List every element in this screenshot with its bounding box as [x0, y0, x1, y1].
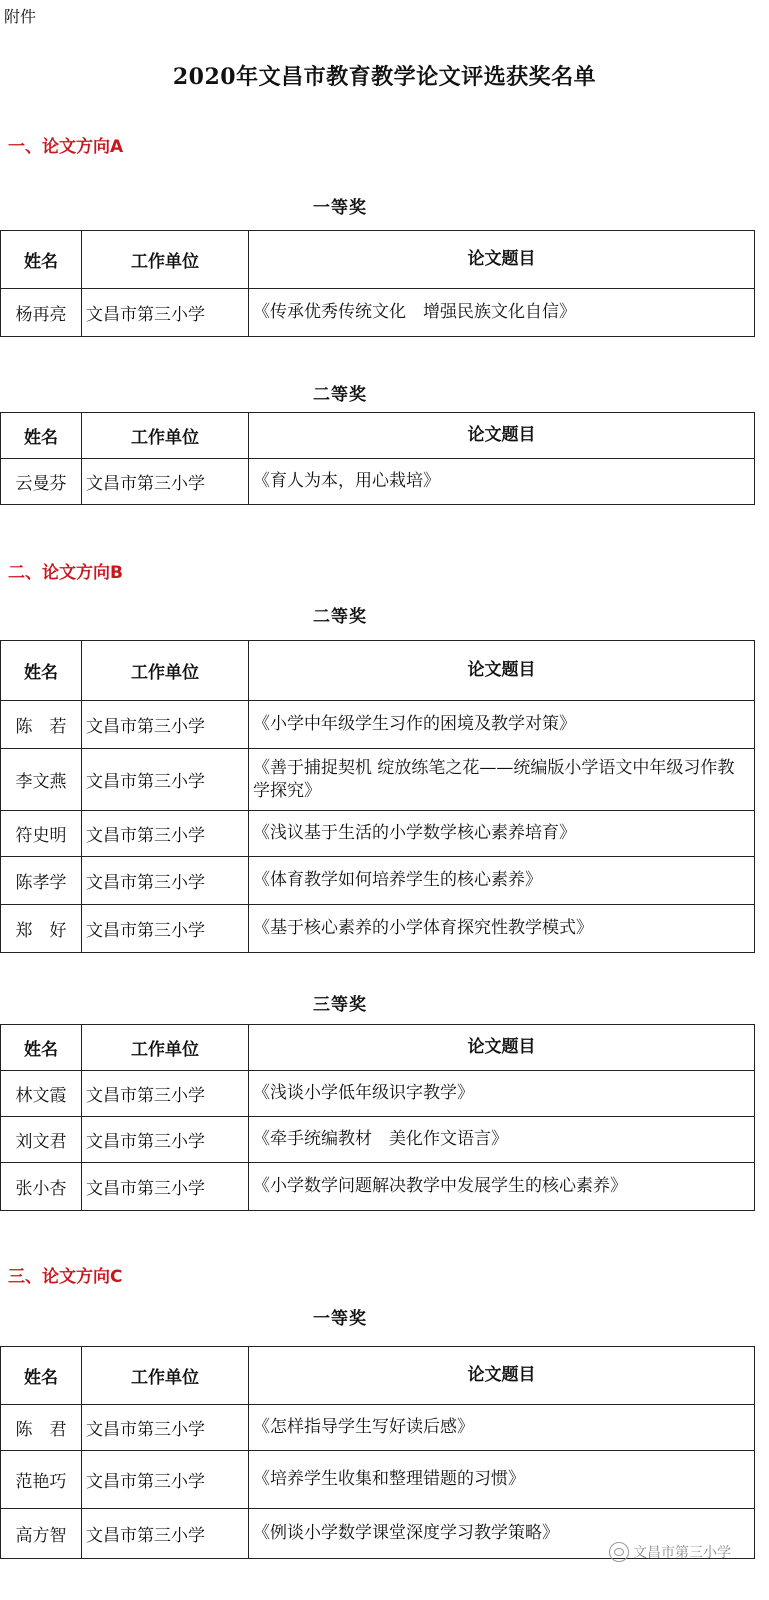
award-table: [0, 412, 755, 505]
table-header-row: [1, 413, 755, 459]
attachment-label: 附件: [4, 7, 37, 26]
header-unit: 工作单位: [82, 641, 249, 701]
winner-unit: 文昌市第三小学: [82, 811, 249, 857]
winner-name: 李文燕: [1, 749, 82, 811]
table-header-row: [1, 231, 755, 289]
table-row: [1, 1405, 755, 1451]
winner-name: 刘文君: [1, 1117, 82, 1163]
paper-title: 《传承优秀传统文化 增强民族文化自信》: [249, 289, 755, 337]
paper-title: 《怎样指导学生写好读后感》: [249, 1405, 755, 1451]
winner-name: 郑 好: [1, 905, 82, 953]
award-table: [0, 1346, 755, 1559]
header-name: 姓名: [1, 231, 82, 289]
header-unit: 工作单位: [82, 1025, 249, 1071]
table-row: [1, 749, 755, 811]
paper-title: 《牵手统编教材 美化作文语言》: [249, 1117, 755, 1163]
paper-title: 《基于核心素养的小学体育探究性教学模式》: [249, 905, 755, 953]
winner-unit: 文昌市第三小学: [82, 749, 249, 811]
table-row: [1, 459, 755, 505]
paper-title: 《浅议基于生活的小学数学核心素养培育》: [249, 811, 755, 857]
award-heading: 三等奖: [313, 995, 367, 1015]
winner-name: 林文霞: [1, 1071, 82, 1117]
header-name: 姓名: [1, 641, 82, 701]
winner-unit: 文昌市第三小学: [82, 1451, 249, 1509]
winner-unit: 文昌市第三小学: [82, 1509, 249, 1559]
header-name: 姓名: [1, 1025, 82, 1071]
header-name: 姓名: [1, 413, 82, 459]
table-row: [1, 1071, 755, 1117]
header-unit: 工作单位: [82, 413, 249, 459]
section-heading-b: 二、论文方向B: [8, 563, 123, 583]
header-unit: 工作单位: [82, 231, 249, 289]
table-row: [1, 1117, 755, 1163]
paper-title: 《小学中年级学生习作的困境及教学对策》: [249, 701, 755, 749]
table-row: [1, 811, 755, 857]
paper-title: 《体育教学如何培养学生的核心素养》: [249, 857, 755, 905]
table-row: [1, 857, 755, 905]
table-header-row: [1, 641, 755, 701]
header-topic: 论文题目: [249, 413, 755, 459]
award-table: [0, 1024, 755, 1211]
winner-name: 杨再亮: [1, 289, 82, 337]
winner-name: 陈 若: [1, 701, 82, 749]
table-row: [1, 701, 755, 749]
award-heading: 二等奖: [313, 385, 367, 405]
table-header-row: [1, 1347, 755, 1405]
table-row: [1, 289, 755, 337]
winner-unit: 文昌市第三小学: [82, 905, 249, 953]
section-heading-a: 一、论文方向A: [8, 137, 124, 157]
table-header-row: [1, 1025, 755, 1071]
header-topic: 论文题目: [249, 641, 755, 701]
document-title: 2020年文昌市教育教学论文评选获奖名单: [172, 64, 597, 90]
watermark-text: 文昌市第三小学: [633, 1545, 731, 1561]
section-heading-c: 三、论文方向C: [8, 1267, 123, 1287]
winner-name: 云曼芬: [1, 459, 82, 505]
award-heading: 一等奖: [313, 198, 367, 218]
header-unit: 工作单位: [82, 1347, 249, 1405]
winner-name: 符史明: [1, 811, 82, 857]
watermark: [609, 1542, 731, 1562]
winner-unit: 文昌市第三小学: [82, 1163, 249, 1211]
winner-unit: 文昌市第三小学: [82, 289, 249, 337]
paper-title: 《培养学生收集和整理错题的习惯》: [249, 1451, 755, 1509]
winner-name: 范艳巧: [1, 1451, 82, 1509]
paper-title: 《育人为本，用心栽培》: [249, 459, 755, 505]
award-heading: 二等奖: [313, 607, 367, 627]
winner-unit: 文昌市第三小学: [82, 1405, 249, 1451]
header-name: 姓名: [1, 1347, 82, 1405]
award-table: [0, 230, 755, 337]
header-topic: 论文题目: [249, 1347, 755, 1405]
paper-title: 《例谈小学数学课堂深度学习教学策略》: [249, 1509, 755, 1559]
award-table: [0, 640, 755, 953]
winner-unit: 文昌市第三小学: [82, 1071, 249, 1117]
winner-unit: 文昌市第三小学: [82, 1117, 249, 1163]
winner-name: 陈 君: [1, 1405, 82, 1451]
paper-title: 《善于捕捉契机 绽放练笔之花——统编版小学语文中年级习作教学探究》: [249, 749, 755, 811]
winner-name: 陈孝学: [1, 857, 82, 905]
table-row: [1, 1163, 755, 1211]
winner-unit: 文昌市第三小学: [82, 857, 249, 905]
table-row: [1, 1451, 755, 1509]
winner-name: 高方智: [1, 1509, 82, 1559]
table-row: [1, 905, 755, 953]
winner-unit: 文昌市第三小学: [82, 459, 249, 505]
paper-title: 《小学数学问题解决教学中发展学生的核心素养》: [249, 1163, 755, 1211]
award-heading: 一等奖: [313, 1309, 367, 1329]
paper-title: 《浅谈小学低年级识字教学》: [249, 1071, 755, 1117]
header-topic: 论文题目: [249, 231, 755, 289]
wechat-icon: [609, 1542, 629, 1562]
header-topic: 论文题目: [249, 1025, 755, 1071]
winner-name: 张小杏: [1, 1163, 82, 1211]
winner-unit: 文昌市第三小学: [82, 701, 249, 749]
